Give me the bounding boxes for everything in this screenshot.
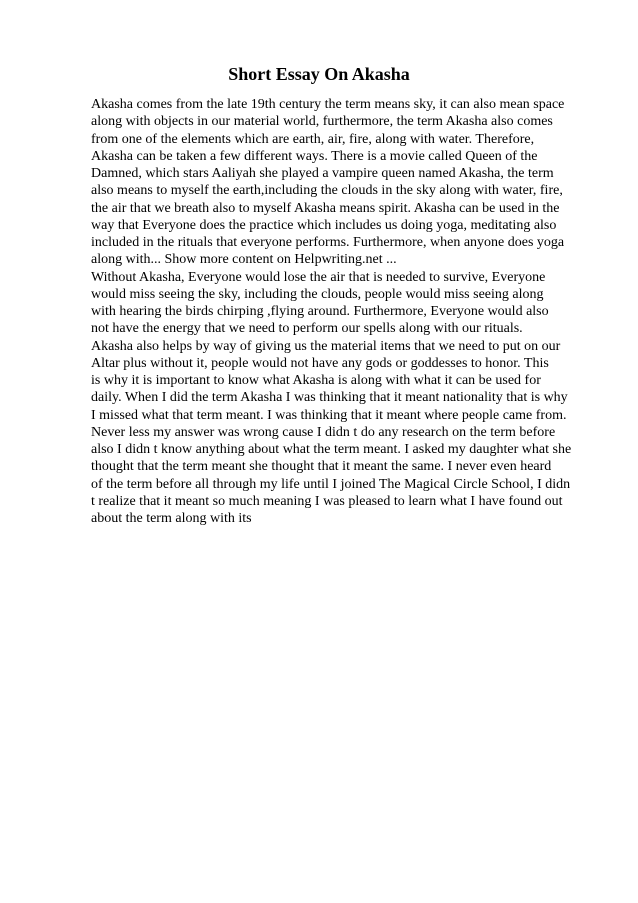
essay-line: thought that the term meant she thought that it meant the same. I never even heard — [91, 459, 552, 475]
essay-line: of the term before all through my life until I joined The Magical Circle School, I didn — [91, 476, 571, 492]
essay-line: Akasha can be taken a few different ways. There is a movie called Queen of the — [91, 148, 538, 164]
essay-line: daily. When I did the term Akasha I was thinking that it meant nationality that is why — [91, 390, 568, 406]
essay-line: Never less my answer was wrong cause I didn t do any research on the term before — [91, 424, 556, 440]
essay-line: the air that we breath also to myself Akasha means spirit. Akasha can be used in the — [91, 200, 560, 216]
essay-line: t realize that it meant so much meaning I was pleased to learn what I have found out — [91, 493, 563, 509]
essay-body — [91, 96, 601, 527]
essay-line: I missed what that term meant. I was thinking that it meant where people came from. — [91, 407, 567, 423]
essay-line: with hearing the birds chirping ,flying around. Furthermore, Everyone would also — [91, 304, 549, 319]
essay-line: would miss seeing the sky, including the clouds, people would miss seeing along — [91, 286, 544, 302]
essay-line: Damned, which stars Aaliyah she played a vampire queen named Akasha, the term — [91, 166, 554, 181]
essay-line: way that Everyone does the practice which includes us doing yoga, meditating also — [91, 217, 557, 233]
essay-line: also means to myself the earth,including the clouds in the sky along with water, fire, — [91, 183, 563, 199]
essay-line: also I didn t know anything about what the term meant. I asked my daughter what she — [91, 442, 572, 457]
essay-line: about the term along with its — [91, 511, 252, 526]
essay-line: along with... Show more content on Helpwriting.net ... — [91, 252, 397, 268]
essay-line: Akasha also helps by way of giving us the material items that we need to put on our — [91, 338, 561, 354]
essay-line: Without Akasha, Everyone would lose the air that is needed to survive, Everyone — [91, 269, 546, 285]
essay-line: along with objects in our material world, furthermore, the term Akasha also comes — [91, 114, 553, 130]
essay-line: from one of the elements which are earth, air, fire, along with water. Therefore, — [91, 131, 535, 147]
essay-line: is why it is important to know what Akasha is along with what it can be used for — [91, 373, 541, 388]
essay-line: included in the rituals that everyone performs. Furthermore, when anyone does yoga — [91, 235, 565, 250]
essay-line: not have the energy that we need to perform our spells along with our rituals. — [91, 321, 523, 337]
essay-line: Altar plus without it, people would not have any gods or goddesses to honor. This — [91, 355, 549, 371]
essay-line: Akasha comes from the late 19th century the term means sky, it can also mean space — [91, 97, 565, 112]
page-title: Short Essay On Akasha — [228, 64, 410, 84]
